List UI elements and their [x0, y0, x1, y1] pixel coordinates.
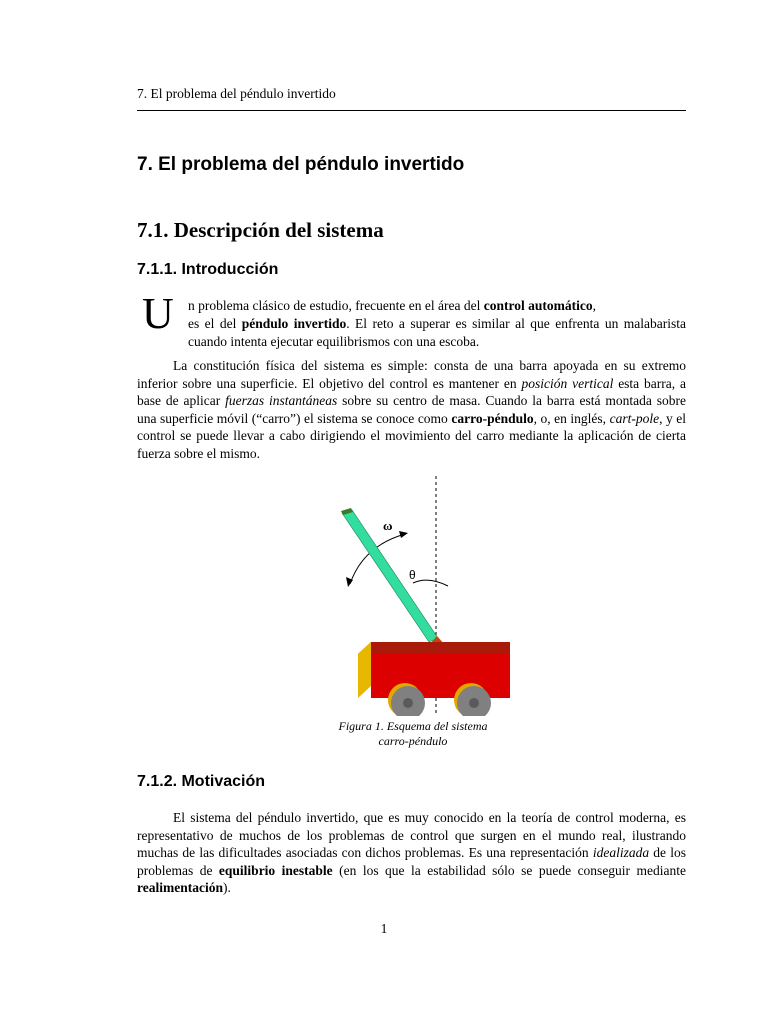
- figure-caption-line-2: carro-péndulo: [378, 734, 448, 748]
- motivation-heading: 7.1.2. Motivación: [137, 773, 266, 790]
- figure-caption: [313, 719, 513, 749]
- chapter-title: 7. El problema del péndulo invertido: [137, 154, 465, 175]
- cart-pole-figure: [313, 476, 513, 716]
- figure-caption-line-1: Figura 1. Esquema del sistema: [338, 719, 488, 733]
- section-title: 7.1. Descripción del sistema: [137, 218, 384, 242]
- header-rule: [137, 110, 686, 111]
- intro-paragraph-1: n problema clásico de estudio, frecuente en el área del control automático,: [188, 298, 596, 313]
- motivation-paragraph: El sistema del péndulo invertido, que es muy conocido en la teoría de control moderna, es representativo de muchos de los problemas de control que surgen en el mundo real, ilustrando muchas de las dificultades asociadas con dichos problemas. Es una representación idealizada de los problemas de equilibrio inestable (en los que la estabilidad sólo se puede conseguir mediante realimentación).: [137, 810, 686, 895]
- intro-heading: 7.1.1. Introducción: [137, 261, 279, 278]
- cart-side: [358, 642, 371, 698]
- wheel-right-hub: [469, 698, 479, 708]
- cart-top: [358, 642, 510, 654]
- omega-arrow-head-right: [399, 531, 408, 538]
- intro-paragraph-2: La constitución física del sistema es simple: consta de una barra apoyada en su extremo inferior sobre una superficie. El objetivo del control es mantener en posición vertical esta barra, a base de aplicar fuerzas instantáneas sobre su centro de masa. Cuando la barra está montada sobre una superficie móvil (“carro”) el sistema se conoce como carro-péndulo, o, en inglés, cart-pole, y el control se puede llevar a cabo dirigiendo el movimiento del carro mediante la aplicación de cierta fuerza sobre el mismo.: [137, 358, 686, 461]
- running-header: 7. El problema del péndulo invertido: [137, 86, 336, 101]
- page-number: 1: [380, 921, 388, 936]
- intro-paragraph-1-cont: es el del péndulo invertido. El reto a superar es similar al que enfrenta un malabarista cuando intenta ejecutar equilibrismos con una escoba.: [188, 316, 686, 349]
- theta-label: θ: [409, 568, 416, 582]
- omega-label: ω: [383, 518, 393, 533]
- theta-arc: [413, 580, 448, 586]
- wheel-left-hub: [403, 698, 413, 708]
- dropcap: U: [142, 289, 174, 338]
